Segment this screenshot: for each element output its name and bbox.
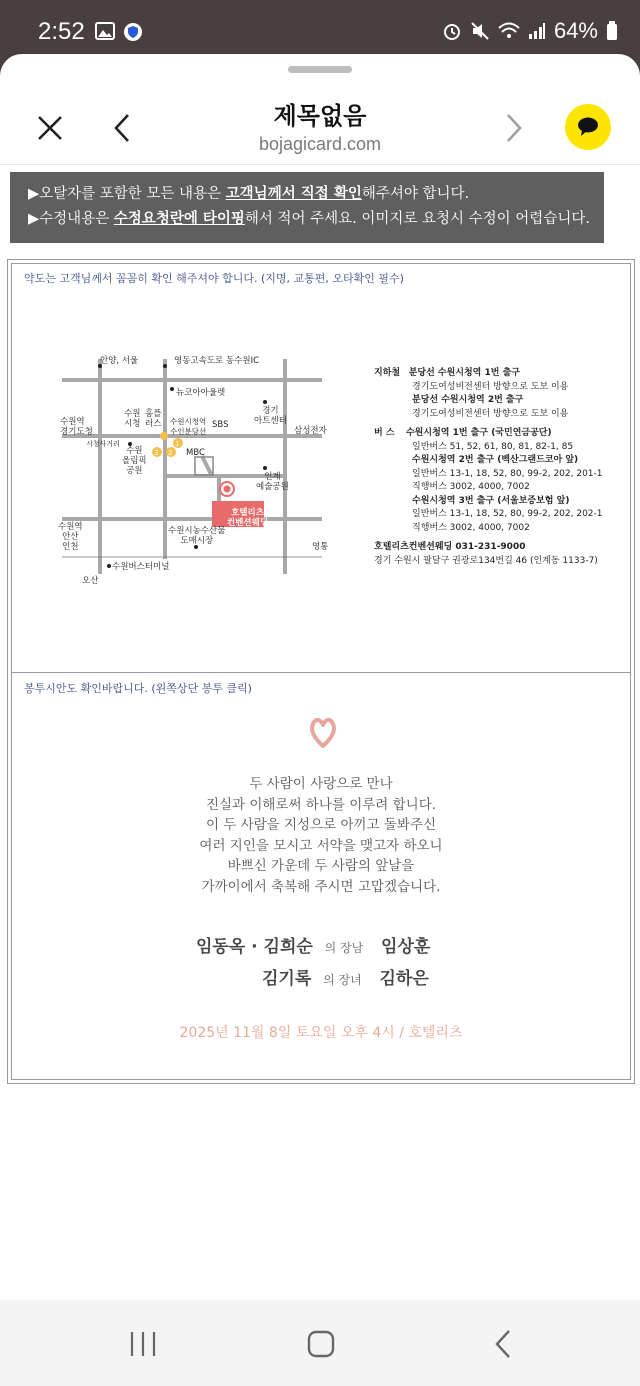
topbar-divider xyxy=(0,164,640,165)
map-label-sbs: SBS xyxy=(212,420,229,430)
map-label-exit-2: 2 xyxy=(168,449,173,457)
map-label-yeongtong: 영통 xyxy=(312,542,329,552)
notice-line-2: ▶수정내용은 수정요청란에 타이핑해서 적어 주세요. 이미지로 요청시 수정이 어렵습니다. xyxy=(28,211,590,227)
map-label-farm-market: 수원시농수산물 도매시장 xyxy=(168,526,226,546)
map-label-samsung: 삼성전자 xyxy=(294,426,327,436)
bride-name: 김하은 xyxy=(379,969,429,989)
chevron-right-icon xyxy=(504,113,524,143)
back-arrow-icon xyxy=(493,1328,513,1360)
mute-icon xyxy=(470,21,490,41)
recent-apps-icon xyxy=(129,1331,157,1357)
location-map xyxy=(52,344,392,604)
map-label-art-center: 경기 아트센터 xyxy=(254,406,287,426)
map-label-suwon-ansan: 수원역 안산 인천 xyxy=(58,522,83,552)
wifi-icon xyxy=(498,21,520,41)
map-label-expressway: 영동고속도로 동수원IC xyxy=(174,356,260,366)
alarm-icon xyxy=(442,21,462,41)
bride-line xyxy=(262,964,429,989)
recent-apps-button[interactable] xyxy=(118,1324,168,1364)
map-label-newcore: 뉴코아아울렛 xyxy=(176,388,226,398)
bride-relation: 의 장녀 xyxy=(323,973,362,987)
shield-icon xyxy=(123,22,143,42)
map-label-homeplus: 홈플 러스 xyxy=(145,409,162,429)
groom-line xyxy=(196,932,430,957)
notice-line-1: ▶오탈자를 포함한 모든 내용은 고객님께서 직접 확인해주셔야 합니다. xyxy=(28,186,470,202)
forward-button[interactable] xyxy=(494,108,534,148)
section-divider xyxy=(12,672,630,673)
status-left-icons xyxy=(95,22,143,42)
map-label-osan: 오산 xyxy=(82,576,99,586)
page-url: bojagicard.com xyxy=(258,134,382,154)
drag-handle[interactable] xyxy=(288,66,352,73)
system-nav-bar xyxy=(0,1300,640,1386)
battery-text: 64% xyxy=(553,18,598,43)
home-icon xyxy=(306,1329,336,1359)
gallery-icon xyxy=(95,22,115,40)
page-title: 제목없음 xyxy=(273,102,367,130)
map-label-city-hall-station: 수원시청역 수인분당선 xyxy=(170,417,207,436)
groom-parents: 임동옥 · 김희순 xyxy=(196,937,313,957)
status-time: 2:52 xyxy=(38,18,85,45)
map-label-ingye-park: 인계 예술공원 xyxy=(256,472,289,492)
map-label-olympic-park: 수원 올림픽 공원 xyxy=(122,446,147,476)
status-right xyxy=(442,18,618,44)
status-bar xyxy=(0,0,640,56)
notice-banner xyxy=(10,172,604,243)
map-label-mbc: MBC xyxy=(186,448,205,458)
heart-icon xyxy=(308,714,338,750)
battery-icon xyxy=(606,21,618,41)
system-back-button[interactable] xyxy=(478,1322,528,1366)
map-label-suwon-station: 수원역 경기도청 xyxy=(60,417,93,437)
map-label-exit-3: 3 xyxy=(154,449,159,457)
map-label-venue: 호텔리츠 컨벤션웨딩 xyxy=(227,508,269,528)
home-button[interactable] xyxy=(296,1322,346,1366)
map-note: 약도는 고객님께서 꼼꼼히 확인 해주셔야 합니다. (지명, 교통편, 오타확인 필수) xyxy=(24,272,404,285)
kakaotalk-share-button[interactable] xyxy=(565,104,611,150)
browser-topbar xyxy=(0,84,640,166)
groom-name: 임상훈 xyxy=(381,937,431,957)
envelope-note: 봉투시안도 확인바랍니다. (왼쪽상단 봉투 클릭) xyxy=(24,682,252,695)
card-inner xyxy=(11,263,631,1080)
browser-sheet xyxy=(0,54,640,1386)
map-label-exit-1: 1 xyxy=(175,440,180,448)
chat-bubble-icon xyxy=(576,116,600,138)
card-preview xyxy=(7,259,635,1084)
signal-icon xyxy=(528,22,546,40)
bride-parents: 김기록 xyxy=(262,969,312,989)
map-label-city-hall-street: 시청사거리 xyxy=(86,440,120,448)
directions-text: 지하철 분당선 수원시청역 1번 출구 경기도여성비전센터 방향으로 도보 이용 분당선 수원시청역 2번 출구 경기도여성비전센터 방향으로 도보 이용 버 스 수원시청역 1번 출구 (국민연금공단) 일반버스 51, 52, 61, 80, 81, 82-1, 85 수원시청역 2번 출구 (벡산그랜드코아 앞) 일반버스 13-1, 18, 52, 80, 99-2, 202, 201-1 직행버스 3002, 4000, 7002 수원시청역 3번 출구 (서울보증보험 앞) 일반버스 13-1, 18, 52, 80, 99-2, 202, 202-1 직행버스 3002, 4000, 7002 호텔리츠컨벤션웨딩 031-231-9000 경기 수원시 팔달구 권광로134번길 46 (인계동 1133-7) xyxy=(374,368,603,566)
map-label-anyang: 안양, 서울 xyxy=(100,356,139,366)
date-place: 2025년 11월 8일 토요일 오후 4시 / 호텔리츠 xyxy=(179,1025,463,1041)
map-label-bus-terminal: 수원버스터미널 xyxy=(112,562,170,572)
map-label-suwon-city-hall: 수원 시청 xyxy=(124,409,141,429)
groom-relation: 의 장남 xyxy=(324,941,364,955)
invitation-poem: 두 사람이 사랑으로 만나 진실과 이해로써 하나를 이루려 합니다. 이 두 사람을 지성으로 아끼고 돌봐주신 여러 지인을 모시고 서약을 맺고자 하오니 바쁘신 가운데 두 사람의 앞날을 가까이에서 축복해 주시면 고맙겠습니다. xyxy=(199,776,443,895)
